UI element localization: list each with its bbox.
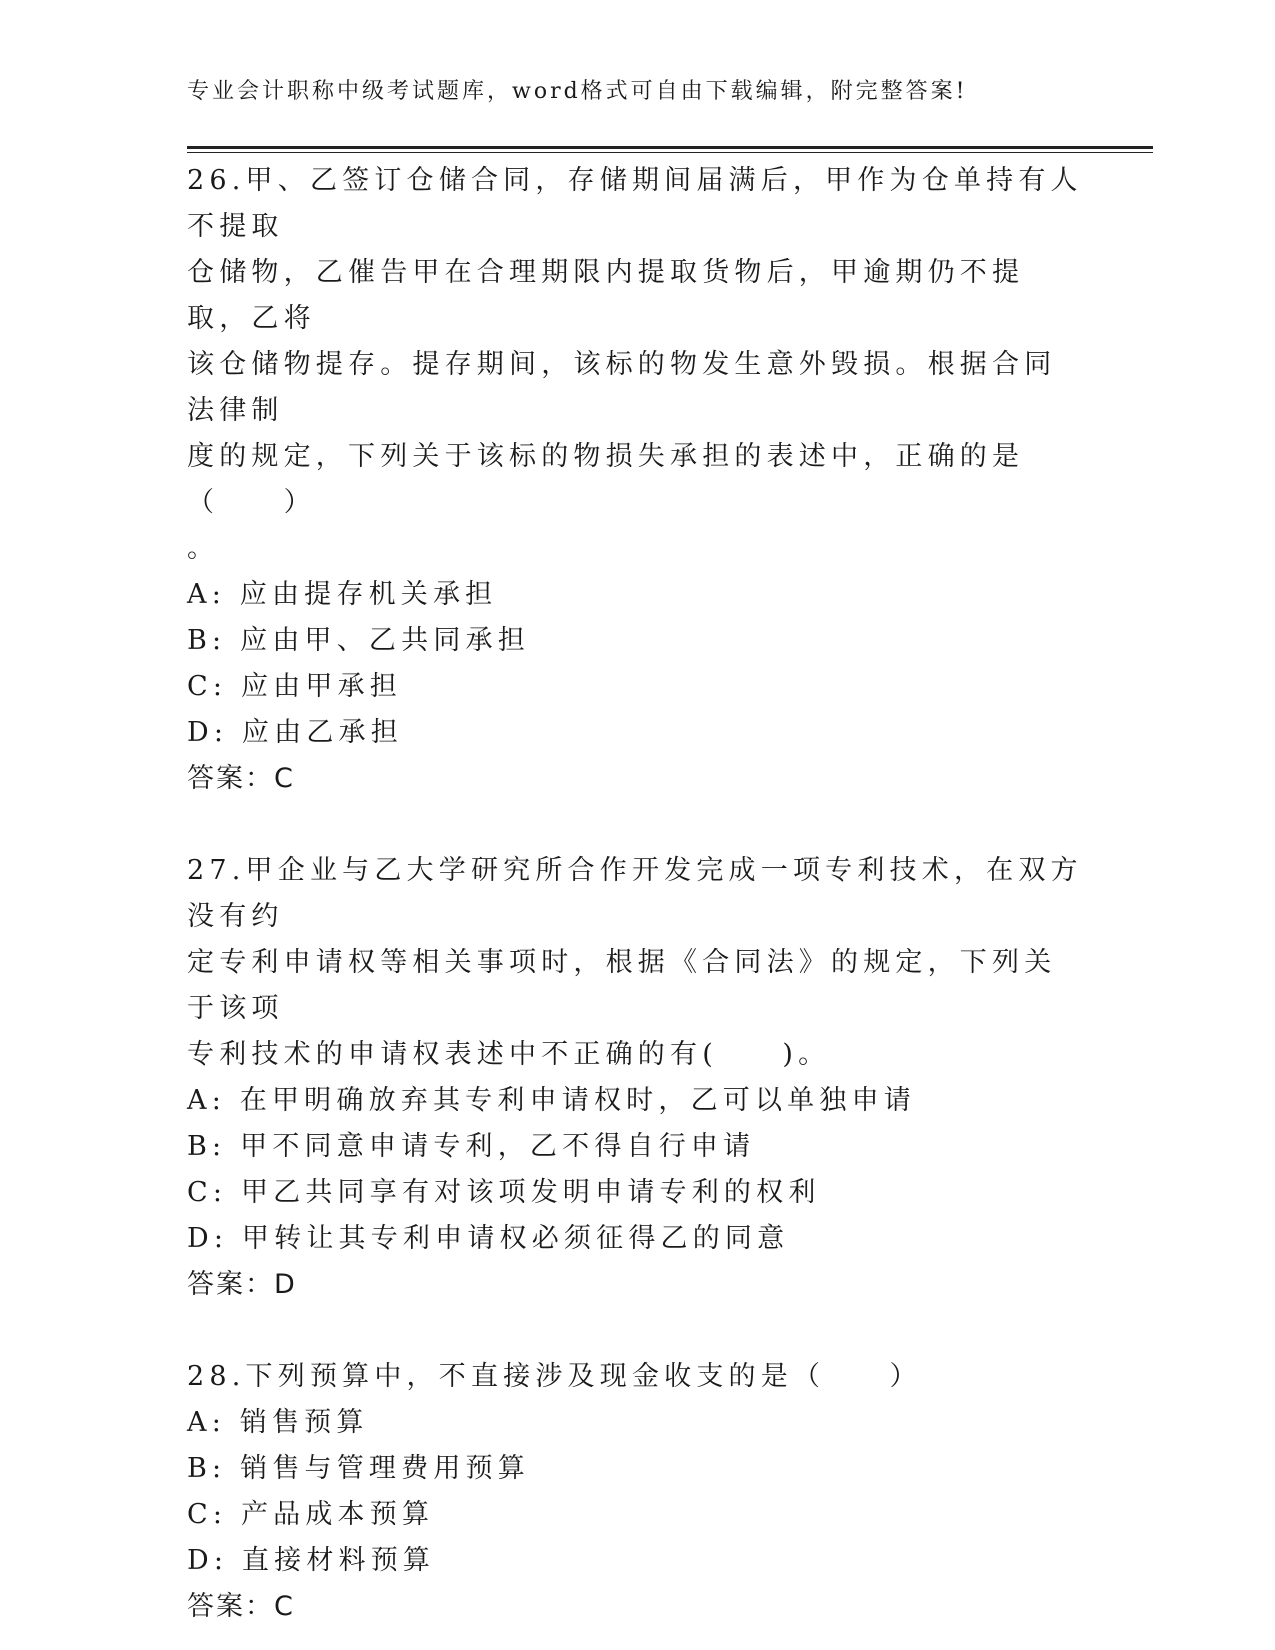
option-c: C: 应由甲承担 [187,671,402,702]
option-b: B: 应由甲、乙共同承担 [187,625,530,656]
question-27 [187,848,1087,1308]
spacer [187,1308,1087,1354]
question-line: 28.下列预算中，不直接涉及现金收支的是（ ） [187,1361,922,1392]
question-line: 度的规定，下列关于该标的物损失承担的表述中，正确的是（ ） [187,441,1025,518]
answer: 答案：C [187,763,295,794]
question-line: 定专利申请权等相关事项时，根据《合同法》的规定，下列关于该项 [187,947,1057,1024]
header-rule-thin [187,152,1153,153]
option-b: B: 甲不同意申请专利，乙不得自行申请 [187,1131,756,1162]
question-line: 26.甲、乙签订仓储合同，存储期间届满后，甲作为仓单持有人不提取 [187,165,1083,242]
option-a: A: 应由提存机关承担 [187,579,498,610]
option-a: A: 销售预算 [187,1407,369,1438]
page-header: 专业会计职称中级考试题库，word格式可自由下载编辑，附完整答案! [187,79,968,104]
option-c: C: 产品成本预算 [187,1499,435,1530]
question-list [187,158,1087,1630]
question-26 [187,158,1087,802]
question-line: 27.甲企业与乙大学研究所合作开发完成一项专利技术，在双方没有约 [187,855,1083,932]
question-line: 专利技术的申请权表述中不正确的有( )。 [187,1039,831,1070]
option-d: D: 应由乙承担 [187,717,403,748]
option-d: D: 直接材料预算 [187,1545,436,1576]
answer: 答案：D [187,1269,297,1300]
question-28 [187,1354,1087,1630]
option-d: D: 甲转让其专利申请权必须征得乙的同意 [187,1223,790,1254]
spacer [187,802,1087,848]
option-c: C: 甲乙共同享有对该项发明申请专利的权利 [187,1177,821,1208]
header-rule-thick [187,146,1153,149]
answer: 答案：C [187,1591,295,1622]
question-line: 该仓储物提存。提存期间，该标的物发生意外毁损。根据合同法律制 [187,349,1057,426]
question-line: 。 [187,533,220,564]
question-line: 仓储物，乙催告甲在合理期限内提取货物后，甲逾期仍不提取，乙将 [187,257,1025,334]
option-a: A: 在甲明确放弃其专利申请权时，乙可以单独申请 [187,1085,916,1116]
option-b: B: 销售与管理费用预算 [187,1453,530,1484]
